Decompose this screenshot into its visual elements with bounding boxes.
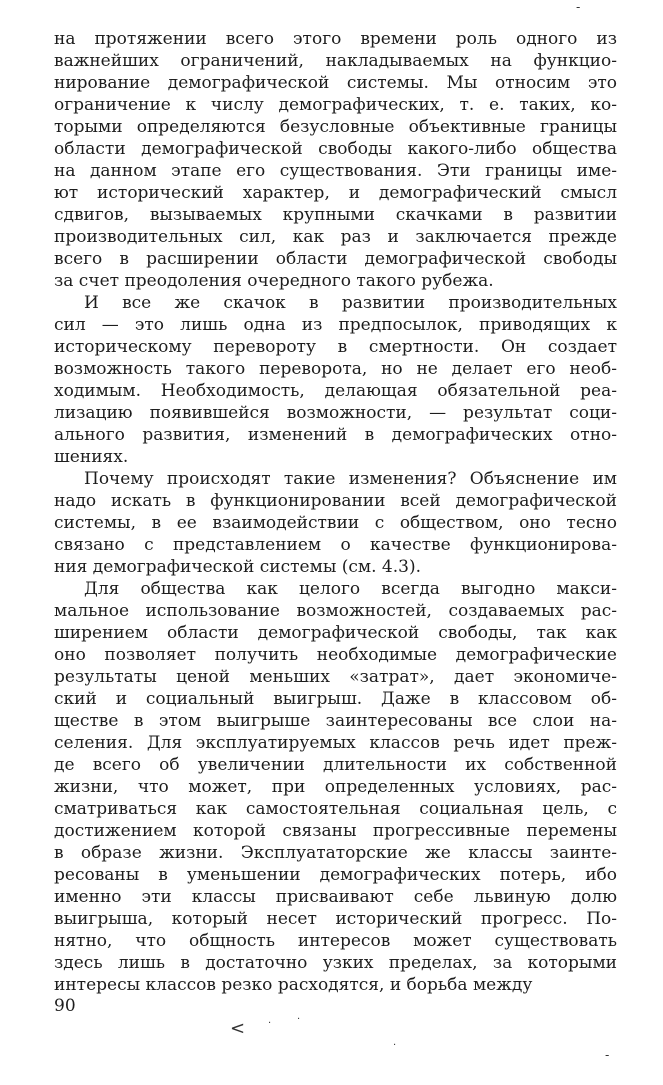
text-line: нирование демографической системы. Мы относим это [54,73,617,93]
text-line: области демографической свободы какого-либо общества [54,139,617,159]
text-line: возможность такого переворота, но не делает его необ- [54,359,617,379]
text-line: на данном этапе его существования. Эти границы име- [54,161,617,181]
text-line: связано с представлением о качестве функционирова- [54,535,617,555]
text-line: торыми определяются безусловные объективные границы [54,117,617,137]
text-line: здесь лишь в достаточно узких пределах, за которыми [54,953,617,973]
scan-mark: < [230,1018,246,1039]
text-line: историческому перевороту в смертности. Он создает [54,337,617,357]
scan-mark: · [268,1018,272,1029]
text-line: Почему происходят такие изменения? Объяснение им [84,469,617,489]
text-line: Для общества как целого всегда выгодно макси- [84,579,617,599]
text-line: сматриваться как самостоятельная социальная цель, с [54,799,617,819]
scan-mark: - [576,0,581,14]
scan-mark: · [393,1040,397,1051]
text-line: де всего об увеличении длительности их собственной [54,755,617,775]
text-line: выигрыша, который несет исторический прогресс. По- [54,909,617,929]
scan-mark: · [297,1014,301,1025]
text-line: ния демографической системы (см. 4.3). [54,557,422,577]
text-line: в образе жизни. Эксплуататорские же классы заинте- [54,843,617,863]
text-line: нятно, что общность интересов может существовать [54,931,617,951]
text-line: важнейших ограничений, накладываемых на функцио- [54,51,617,71]
text-line: ресованы в уменьшении демографических потерь, ибо [54,865,617,885]
text-line: И все же скачок в развитии производительных [84,293,617,313]
text-line: за счет преодоления очередного такого рубежа. [54,271,494,291]
text-line: жизни, что может, при определенных условиях, рас- [54,777,617,797]
text-line: мальное использование возможностей, создаваемых рас- [54,601,617,621]
text-line: ального развития, изменений в демографических отно- [54,425,617,445]
text-line: ский и социальный выигрыш. Даже в классовом об- [54,689,617,709]
text-line: именно эти классы присваивают себе львиную долю [54,887,617,907]
text-line: оно позволяет получить необходимые демографические [54,645,617,665]
text-line: на протяжении всего этого времени роль одного из [54,29,617,49]
text-line: производительных сил, как раз и заключается прежде [54,227,617,247]
text-line: интересы классов резко расходятся, и борьба между [54,975,533,995]
page-number: 90 [54,996,76,1016]
text-line: ограничение к числу демографических, т. е. таких, ко- [54,95,617,115]
text-line: ширением области демографической свободы, так как [54,623,617,643]
text-line: селения. Для эксплуатируемых классов речь идет преж- [54,733,617,753]
text-line: сил — это лишь одна из предпосылок, приводящих к [54,315,617,335]
text-line: лизацию появившейся возможности, — результат соци- [54,403,617,423]
text-line: достижением которой связаны прогрессивные перемены [54,821,617,841]
text-line: сдвигов, вызываемых крупными скачками в развитии [54,205,617,225]
text-line: ходимым. Необходимость, делающая обязательной реа- [54,381,617,401]
text-line: системы, в ее взаимодействии с обществом, оно тесно [54,513,617,533]
text-line: ществе в этом выигрыше заинтересованы все слои на- [54,711,617,731]
text-line: надо искать в функционировании всей демографической [54,491,617,511]
scan-mark: - [605,1048,610,1062]
text-line: результаты ценой меньших «затрат», дает экономиче- [54,667,617,687]
text-line: всего в расширении области демографической свободы [54,249,617,269]
text-line: шениях. [54,447,129,467]
text-line: ют исторический характер, и демографический смысл [54,183,617,203]
